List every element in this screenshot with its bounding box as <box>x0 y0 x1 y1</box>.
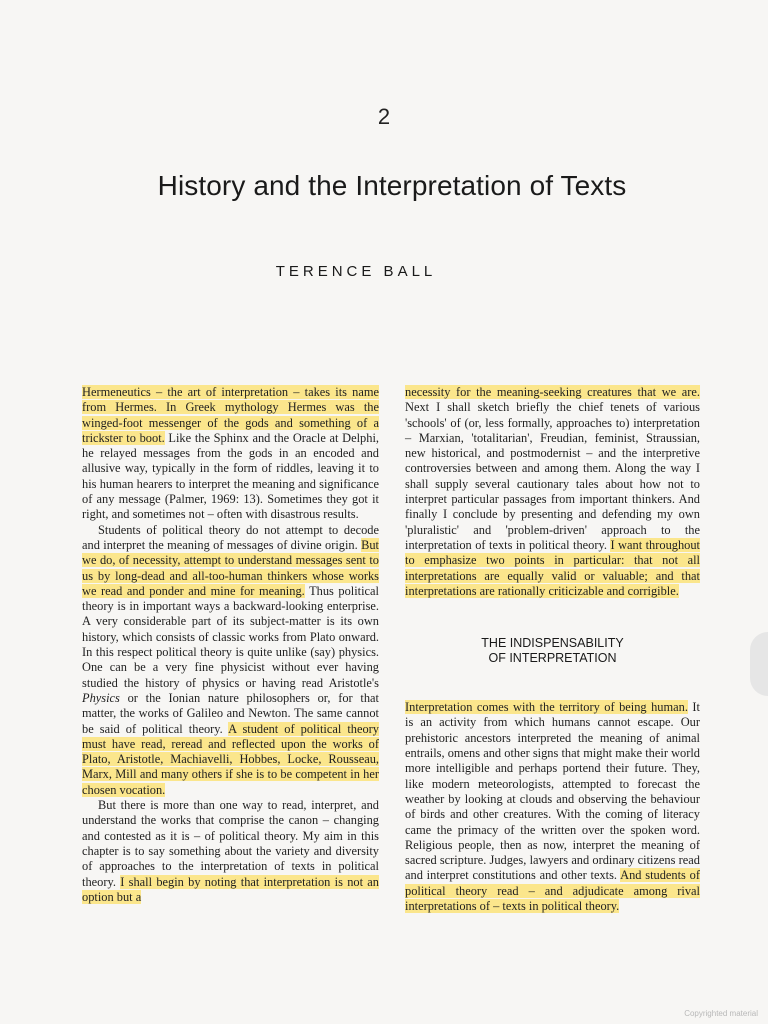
paragraph-text: Next I shall sketch briefly the chief tenets of various 'schools' of (or, less formally, approaches to) interpretation – Marxian, 'totalitarian', Freudian, feminist, Straussian, new historical, and postmodernist – and the interpretive controversies between and among them. Along the way I shall supply several cautionary tales about how not to interpret particular passages from important thinkers. And finally I conclude by presenting and defending my own 'pluralistic' and 'problem-driven' approach to the interpretation of texts in political theory. <box>405 400 700 552</box>
page-edge-tab[interactable] <box>750 632 768 696</box>
chapter-title: History and the Interpretation of Texts <box>157 170 627 201</box>
highlight[interactable]: necessity for the meaning-seeking creatures that we are. <box>405 385 700 399</box>
emphasis-physics: Physics <box>82 690 120 705</box>
section-heading <box>405 636 700 666</box>
highlight[interactable]: Hermeneutics – the art of interpretation – takes its name from Hermes. In Greek mythology Hermes was the winged-foot messenger of the gods and something of a trickster to boot. <box>82 385 379 445</box>
highlight[interactable]: But we do, of necessity, attempt to understand messages sent to us by long-dead and all-too-human thinkers whose works we read and ponder and mine for meaning. <box>82 537 379 598</box>
paragraph-canon <box>82 798 379 905</box>
paragraph-hermeneutics <box>82 385 379 523</box>
paragraph-text: But there is more than one way to read, interpret, and understand the works that comprise the canon – changing and contested as it is – of political theory. My aim in this chapter is to say something about the variety and diversity of approaches to the interpretation of texts in political theory. <box>82 798 379 889</box>
highlight[interactable]: And students of political theory read – and adjudicate among rival interpretations of – texts in political theory. <box>405 868 700 914</box>
highlight[interactable]: I want throughout to emphasize two points in particular: that not all interpretations are equally valid or valuable; and that interpretations are rationally criticizable and corrigible. <box>405 537 700 598</box>
section-heading-line: OF INTERPRETATION <box>488 651 617 666</box>
paragraph-students <box>82 523 379 798</box>
highlight[interactable]: A student of political theory must have read, reread and reflected upon the works of Plato, Aristotle, Machiavelli, Hobbes, Locke, Rousseau, Marx, Mill and many others if she is to be competent in her chosen vocation. <box>82 721 379 797</box>
highlight[interactable]: I shall begin by noting that interpretation is not an option but a <box>82 874 380 904</box>
left-column <box>82 385 379 905</box>
chapter-author: TERENCE BALL <box>275 263 437 280</box>
paragraph-interpretation <box>405 700 700 914</box>
highlight[interactable]: Interpretation comes with the territory of being human. <box>405 700 688 715</box>
section-heading-line: THE INDISPENSABILITY <box>481 636 624 651</box>
chapter-number: 2 <box>377 104 391 129</box>
copyright-watermark: Copyrighted material <box>684 1009 758 1018</box>
paragraph-text: Like the Sphinx and the Oracle at Delphi, he relayed messages from the gods in an encoded and allusive way, typically in the form of riddles, leaving it to his human hearers to interpret the meaning and significance of any message (Palmer, 1969: 13). Sometimes they got it right, and sometimes not – often with disastrous results. <box>82 430 379 522</box>
paragraph-text: Students of political theory do not attempt to decode and interpret the meaning of messages of divine origin. <box>82 522 379 552</box>
right-column <box>405 385 700 914</box>
paragraph-text: or the Ionian nature philosophers or, for that matter, the works of Galileo and Newton. The same cannot be said of political theory. <box>82 690 379 736</box>
paragraph-text: Thus political theory is in important ways a backward-looking enterprise. A very considerable part of its subject-matter is its own history, which consists of classic works from Plato onward. In this respect political theory is quite unlike (say) physics. One can be a very fine physicist without ever having studied the history of physics or having read Aristotle's <box>82 583 379 690</box>
paragraph-necessity <box>405 385 700 599</box>
paragraph-text: It is an activity from which humans cannot escape. Our prehistoric ancestors interpreted the meaning of animal entrails, omens and other signs that might make their world more intelligible and perhaps portend their future. They, like modern meteorologists, attempted to forecast the weather by looking at clouds and observing the behaviour of birds and other creatures. With the coming of literacy came the primacy of the written over the spoken word. Religious people, then as now, interpret the meaning of sacred scripture. Judges, lawyers and ordinary citizens read and interpret constitutions and other texts. <box>405 700 700 883</box>
